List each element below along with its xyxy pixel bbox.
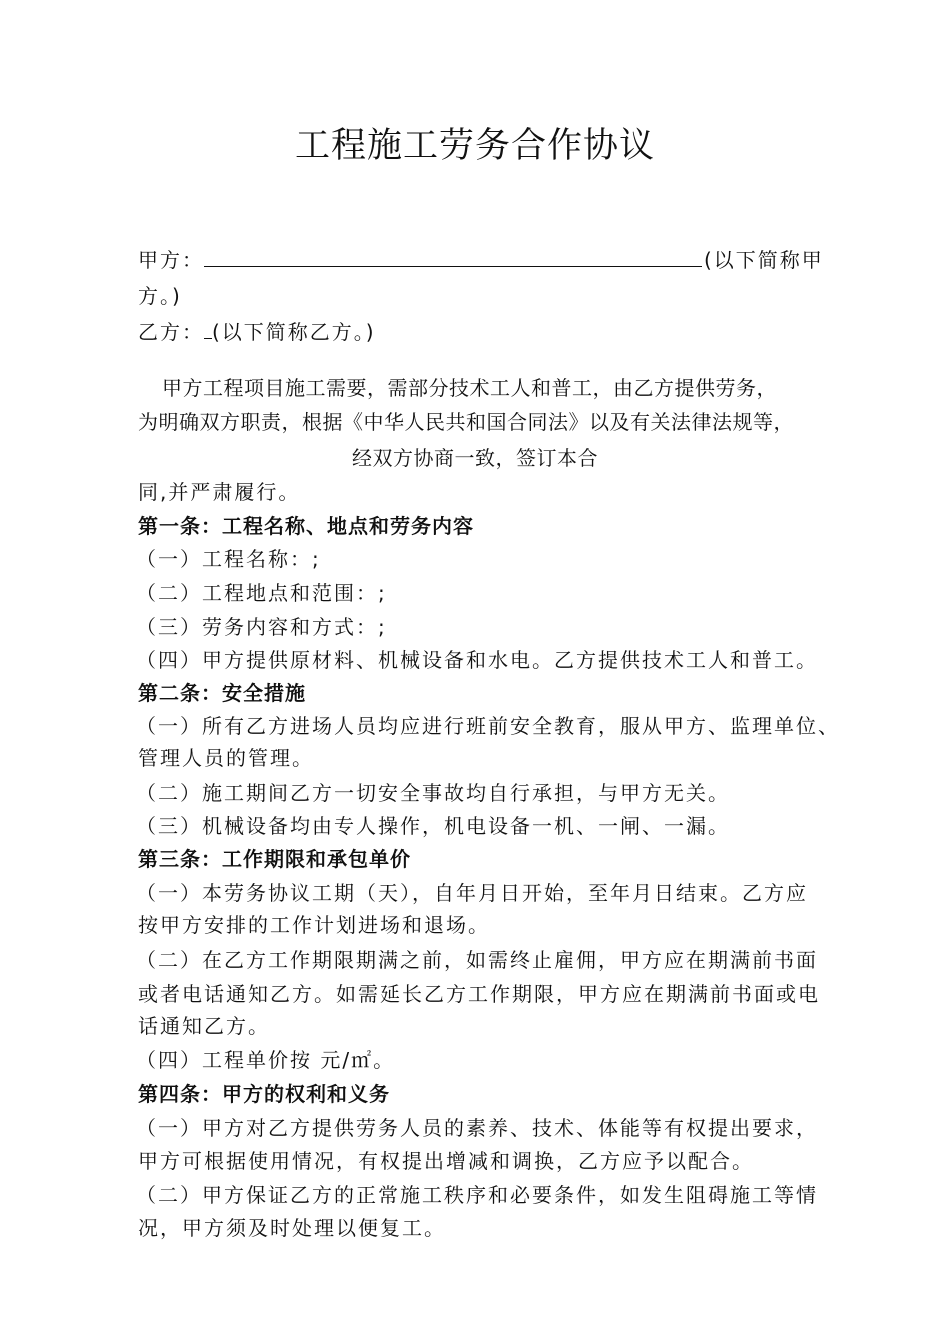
document-title: 工程施工劳务合作协议: [294, 126, 655, 166]
article-2-heading: 第二条：安全措施: [138, 681, 306, 705]
party-a-suffix: (以下简称甲: [704, 248, 824, 272]
party-a-continuation: 方。): [138, 284, 182, 308]
article-2-item-1a: （一）所有乙方进场人员均应进行班前安全教育，服从甲方、监理单位、: [136, 714, 840, 738]
article-4-item-1a: （一）甲方对乙方提供劳务人员的素养、技术、体能等有权提出要求，: [136, 1116, 818, 1140]
article-3-item-2c: 话通知乙方。: [138, 1014, 270, 1038]
party-b-blank[interactable]: [204, 320, 212, 339]
article-4-heading: 第四条：甲方的权利和义务: [138, 1082, 390, 1106]
article-2-item-1b: 管理人员的管理。: [138, 746, 314, 770]
article-2-item-3: （三）机械设备均由专人操作，机电设备一机、一闸、一漏。: [136, 814, 730, 838]
party-a-line: [138, 248, 824, 272]
article-3-item-2b: 或者电话通知乙方。如需延长乙方工作期限，甲方应在期满前书面或电: [138, 982, 820, 1006]
intro-line-1: 甲方工程项目施工需要，需部分技术工人和普工，由乙方提供劳务，: [162, 376, 777, 400]
party-b-label: 乙方：: [138, 320, 204, 344]
article-1-item-2: （二）工程地点和范围：;: [136, 581, 387, 605]
article-4-item-2b: 况，甲方须及时处理以便复工。: [138, 1216, 446, 1240]
party-b-line: [138, 320, 376, 344]
article-4-item-2a: （二）甲方保证乙方的正常施工秩序和必要条件，如发生阻碍施工等情: [136, 1183, 818, 1207]
article-3-heading: 第三条：工作期限和承包单价: [138, 847, 411, 871]
party-b-suffix: (以下简称乙方。): [212, 320, 376, 344]
article-3-item-4: （四）工程单价按 元/㎡。: [136, 1048, 396, 1072]
article-3-item-1a: （一）本劳务协议工期（天），自年月日开始，至年月日结束。乙方应: [136, 881, 808, 905]
article-1-item-1: （一）工程名称：;: [136, 547, 321, 571]
article-3-item-1b: 按甲方安排的工作计划进场和退场。: [138, 913, 490, 937]
intro-line-4: 同,并严肃履行。: [138, 480, 301, 504]
party-a-label: 甲方：: [138, 248, 204, 272]
party-a-blank[interactable]: [204, 248, 702, 267]
intro-line-3: 经双方协商一致，签订本合: [352, 446, 598, 470]
article-1-heading: 第一条：工程名称、地点和劳务内容: [138, 514, 474, 538]
article-2-item-2: （二）施工期间乙方一切安全事故均自行承担，与甲方无关。: [136, 781, 730, 805]
article-3-item-2a: （二）在乙方工作期限期满之前，如需终止雇佣，甲方应在期满前书面: [136, 948, 818, 972]
intro-line-2: 为明确双方职责，根据《中华人民共和国合同法》以及有关法律法规等，: [138, 410, 794, 434]
article-1-item-4: （四）甲方提供原材料、机械设备和水电。乙方提供技术工人和普工。: [136, 648, 818, 672]
article-4-item-1b: 甲方可根据使用情况，有权提出增减和调换，乙方应予以配合。: [138, 1149, 754, 1173]
article-1-item-3: （三）劳务内容和方式：;: [136, 615, 387, 639]
